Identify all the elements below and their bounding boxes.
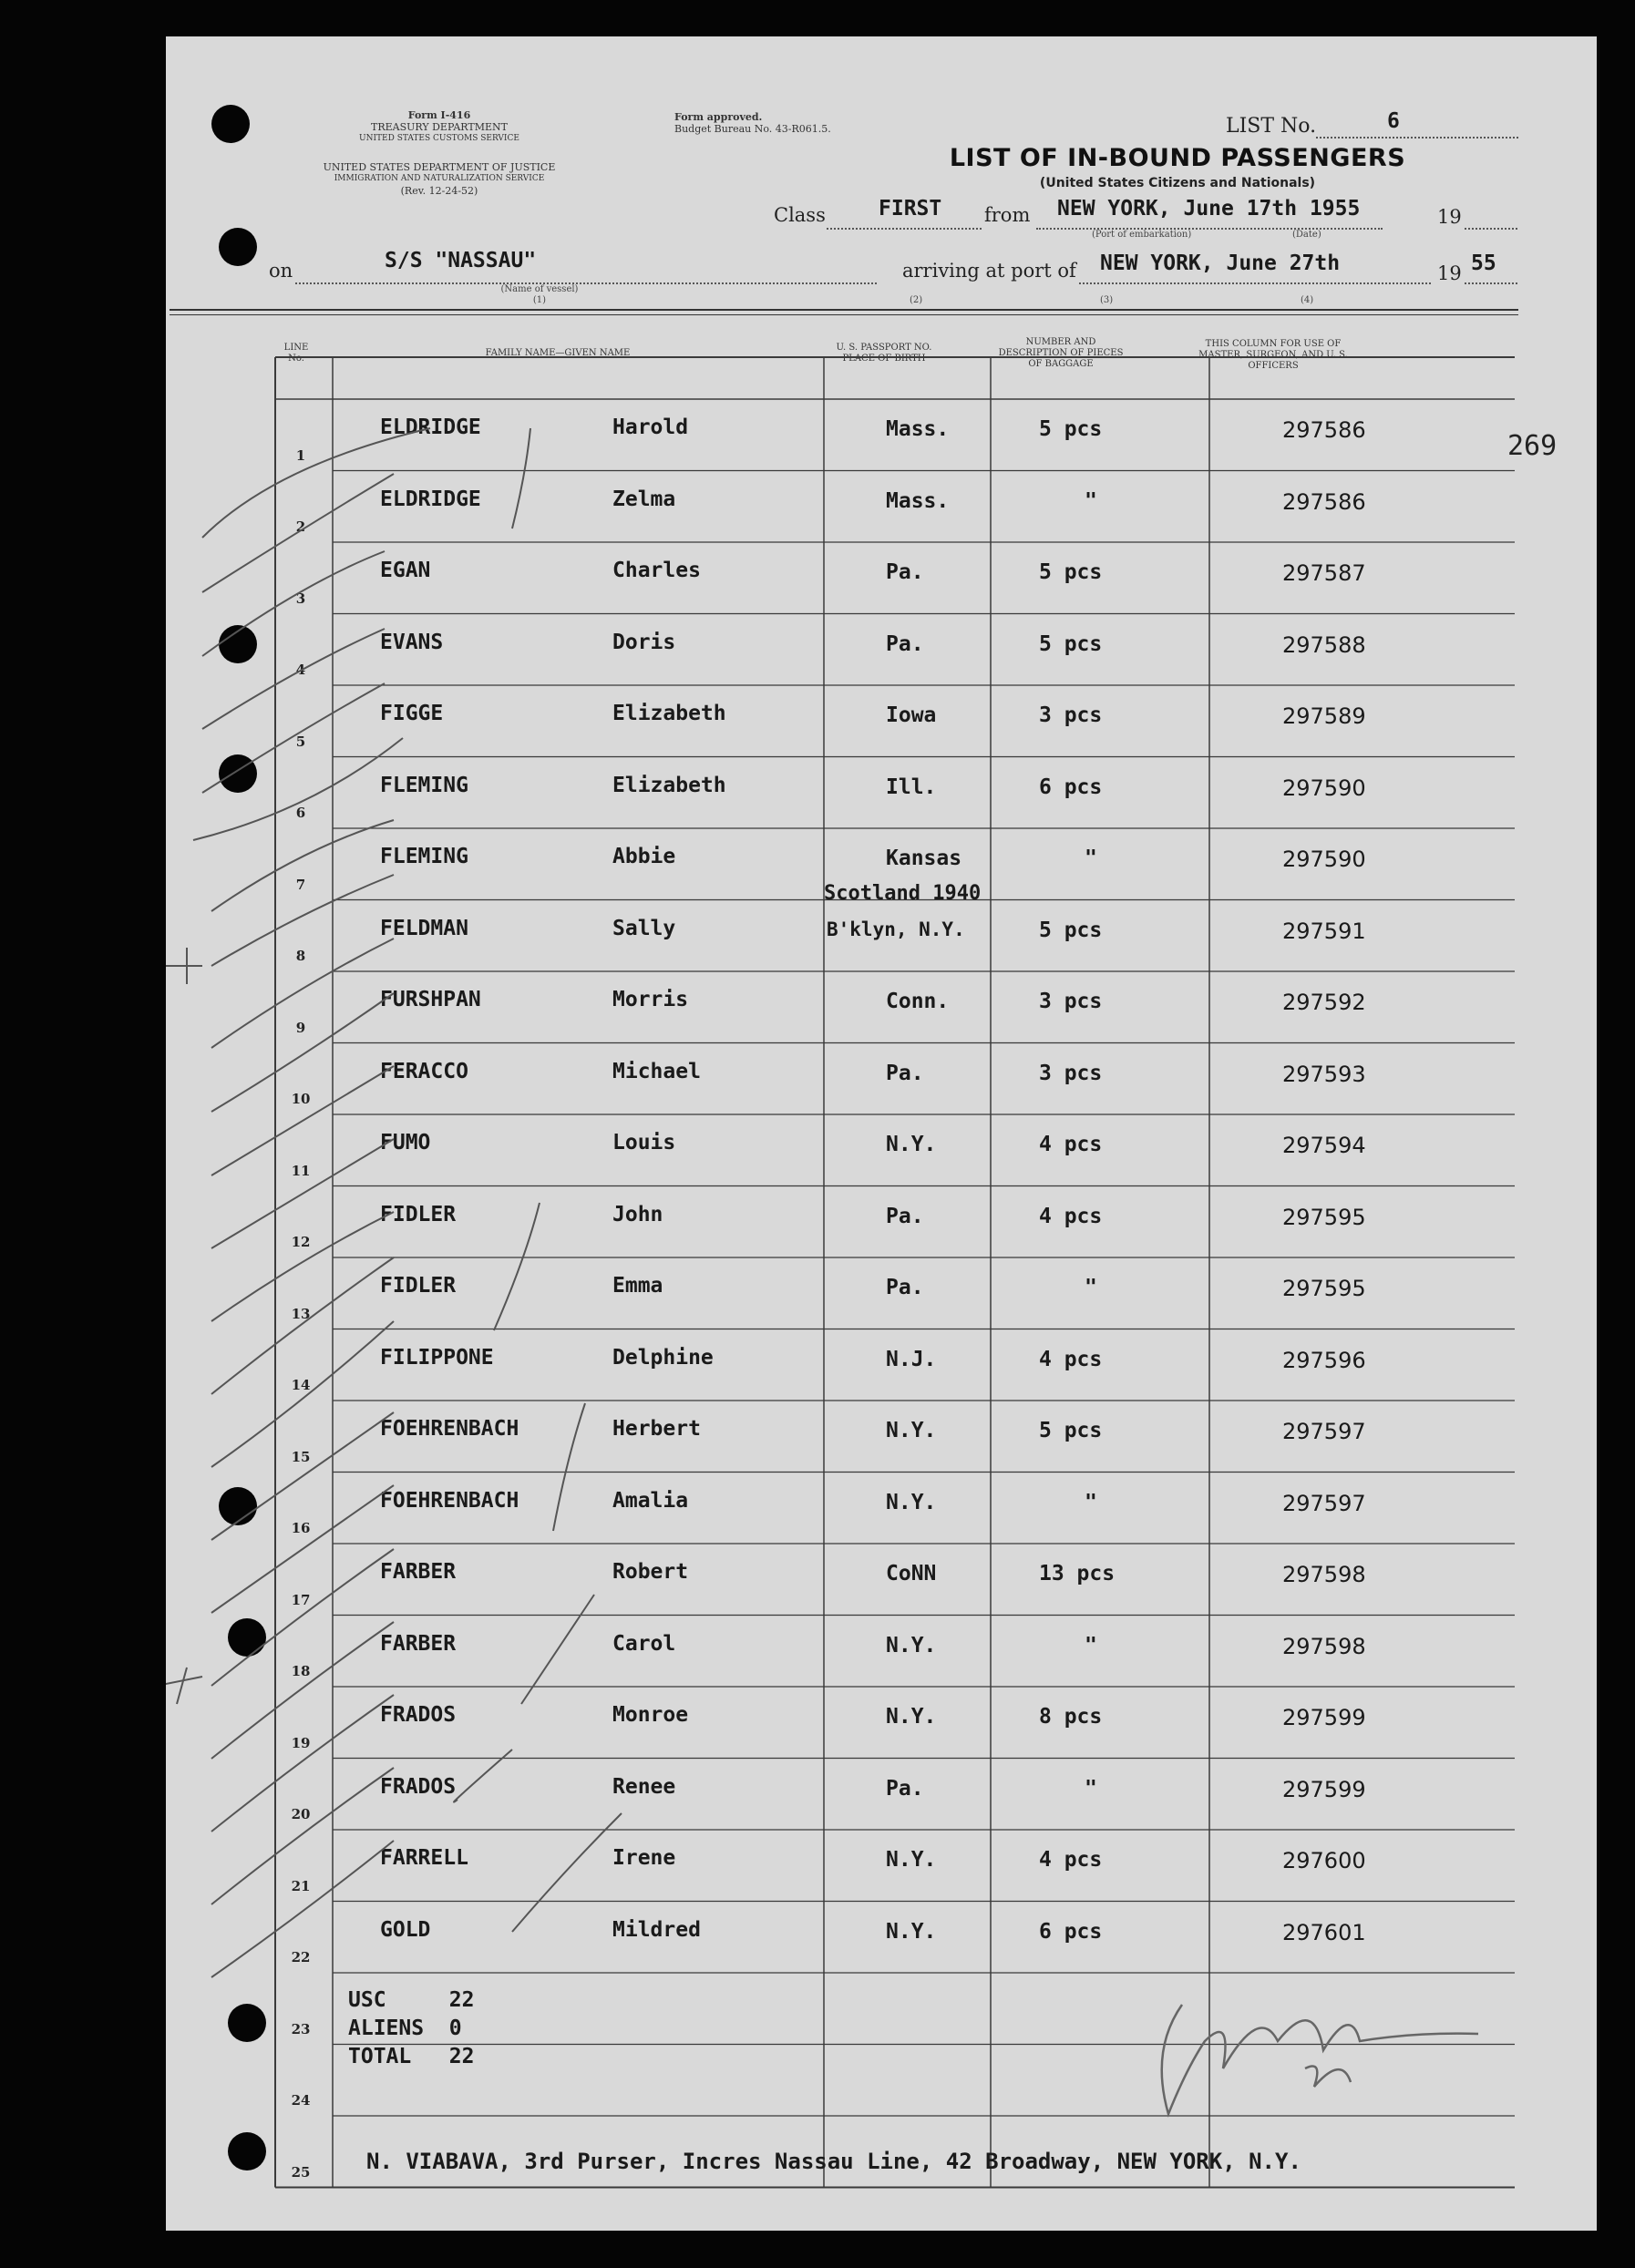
binder-hole — [219, 1487, 257, 1525]
officer-number: 297601 — [1282, 1919, 1366, 1945]
treasury-dept: TREASURY DEPARTMENT — [371, 121, 508, 133]
line-number: 20 — [291, 1806, 311, 1822]
family-name: FOEHRENBACH — [380, 1417, 519, 1441]
baggage-count: " — [1085, 1276, 1097, 1299]
family-name: FRADOS — [380, 1703, 457, 1727]
family-name: FIDLER — [380, 1274, 457, 1298]
officer-number: 297586 — [1282, 417, 1366, 443]
place-of-birth: N.Y. — [886, 1419, 937, 1442]
officer-number: 297588 — [1282, 631, 1366, 658]
given-name: Morris — [612, 988, 689, 1011]
place-of-birth: Pa. — [886, 631, 924, 656]
col-header-line-no: LINE No. — [283, 343, 309, 364]
given-name: Doris — [612, 630, 676, 654]
officer-number: 297596 — [1282, 1347, 1366, 1373]
given-name: Robert — [612, 1560, 689, 1584]
family-name: EVANS — [380, 630, 444, 654]
binder-hole — [228, 2132, 266, 2171]
vessel-caption-num: (1) — [532, 295, 547, 305]
form-header-left — [266, 109, 612, 145]
form-approved-block — [674, 111, 831, 135]
given-name: Michael — [612, 1059, 701, 1083]
given-name: Delphine — [612, 1345, 714, 1370]
given-name: Harold — [612, 416, 689, 439]
baggage-count: 6 pcs — [1039, 1919, 1103, 1944]
family-name: FELDMAN — [380, 916, 468, 940]
binder-hole — [219, 228, 257, 266]
officer-number: 297599 — [1282, 1776, 1366, 1802]
list-no-value: 6 — [1387, 109, 1400, 133]
baggage-count: " — [1085, 1776, 1097, 1801]
baggage-count: 4 pcs — [1039, 1347, 1103, 1371]
budget-bureau: Budget Bureau No. 43-R061.5. — [674, 123, 831, 135]
baggage-count: 5 pcs — [1039, 1419, 1103, 1442]
line-number: 14 — [291, 1377, 311, 1393]
line-number: 13 — [291, 1305, 311, 1322]
baggage-count: 3 pcs — [1039, 703, 1103, 727]
baggage-count: " — [1085, 1633, 1097, 1657]
summary-aliens — [348, 2015, 475, 2043]
family-name: FUMO — [380, 1131, 431, 1155]
line-number: 5 — [295, 733, 306, 750]
family-name: FURSHPAN — [380, 988, 481, 1011]
officer-number: 297594 — [1282, 1133, 1366, 1158]
line-number: 2 — [295, 518, 306, 535]
baggage-count: " — [1085, 847, 1097, 870]
place-of-birth: Pa. — [886, 1061, 924, 1085]
baggage-count: 13 pcs — [1039, 1562, 1116, 1586]
baggage-count: 3 pcs — [1039, 990, 1103, 1013]
officer-number: 297597 — [1282, 1490, 1366, 1516]
place-of-birth: Pa. — [886, 1276, 924, 1299]
table-top-rule — [170, 309, 1518, 311]
officer-number: 297591 — [1282, 918, 1366, 944]
baggage-count: 3 pcs — [1039, 1061, 1103, 1085]
arriving-value: NEW YORK, June 27th — [1100, 251, 1341, 275]
place-of-birth: B'klyn, N.Y. — [827, 918, 965, 940]
given-name: Irene — [612, 1846, 676, 1870]
binder-hole — [211, 105, 250, 143]
date-caption: (Date) — [1292, 230, 1321, 240]
officer-number: 297597 — [1282, 1419, 1366, 1444]
baggage-count: 6 pcs — [1039, 775, 1103, 799]
place-of-birth: Pa. — [886, 1204, 924, 1228]
baggage-count: 5 pcs — [1039, 631, 1103, 656]
form-approved: Form approved. — [674, 111, 763, 123]
given-name: John — [612, 1202, 663, 1226]
family-name: FLEMING — [380, 773, 468, 797]
aliens-value: 0 — [448, 2017, 462, 2040]
total-value: 22 — [448, 2045, 475, 2068]
list-no-line — [1316, 137, 1518, 139]
family-name: FARBER — [380, 1631, 457, 1656]
given-name: Emma — [612, 1274, 663, 1298]
caption-3: (3) — [1100, 295, 1114, 305]
caption-2: (2) — [910, 295, 923, 305]
vessel-caption-text: (Name of vessel) — [500, 284, 579, 294]
family-name: GOLD — [380, 1917, 431, 1942]
form-id: Form I-416 — [407, 109, 471, 121]
line-number: 24 — [291, 2092, 311, 2109]
arriving-line — [1079, 282, 1431, 284]
officer-number: 297595 — [1282, 1204, 1366, 1230]
place-of-birth: Pa. — [886, 1776, 924, 1801]
given-name: Carol — [612, 1631, 676, 1656]
line-number: 18 — [291, 1663, 311, 1679]
officer-number: 297587 — [1282, 560, 1366, 586]
officer-number: 297599 — [1282, 1705, 1366, 1730]
place-of-birth: Kansas — [886, 847, 962, 870]
line-number: 15 — [291, 1448, 311, 1465]
from-label: from — [984, 204, 1031, 226]
class-line — [827, 228, 982, 230]
col-header-passport: U. S. PASSPORT NO. PLACE OF BIRTH — [836, 343, 932, 364]
from-line — [1036, 228, 1383, 230]
officer-number: 297595 — [1282, 1276, 1366, 1301]
baggage-count: 4 pcs — [1039, 1133, 1103, 1156]
binder-hole — [219, 625, 257, 663]
vessel-caption — [467, 284, 612, 306]
baggage-count: 4 pcs — [1039, 1204, 1103, 1228]
given-name: Monroe — [612, 1703, 689, 1727]
aliens-label: ALIENS — [348, 2017, 425, 2040]
line-number: 8 — [295, 948, 306, 964]
officer-number: 297593 — [1282, 1061, 1366, 1087]
on-label: on — [269, 260, 293, 282]
officer-number: 297598 — [1282, 1562, 1366, 1587]
baggage-count: 5 pcs — [1039, 560, 1103, 584]
place-note: Scotland 1940 — [824, 881, 982, 905]
line-number: 11 — [291, 1162, 311, 1179]
family-name: FRADOS — [380, 1774, 457, 1799]
family-name: FIGGE — [380, 702, 444, 725]
usc-label: USC — [348, 1988, 386, 2012]
place-of-birth: CoNN — [886, 1562, 937, 1586]
baggage-count: " — [1085, 488, 1097, 513]
family-name: FOEHRENBACH — [380, 1488, 519, 1513]
vessel-value: S/S "NASSAU" — [385, 249, 537, 272]
family-name: FIDLER — [380, 1202, 457, 1226]
line-number: 4 — [295, 662, 306, 678]
given-name: Amalia — [612, 1488, 689, 1513]
port-embark-caption: (Port of embarkation) — [1092, 230, 1192, 240]
binder-hole — [228, 2004, 266, 2042]
officer-number: 297586 — [1282, 488, 1366, 515]
line-number: 10 — [291, 1091, 311, 1107]
family-name: ELDRIDGE — [380, 416, 481, 439]
summary-usc — [348, 1986, 475, 2015]
place-of-birth: Mass. — [886, 488, 950, 513]
family-name: FLEMING — [380, 845, 468, 868]
place-of-birth: Mass. — [886, 417, 950, 441]
place-of-birth: Pa. — [886, 560, 924, 584]
line-number: 9 — [295, 1019, 306, 1036]
signature-stroke — [1162, 2005, 1478, 2114]
page-subtitle: (United States Citizens and Nationals) — [1039, 176, 1316, 190]
baggage-count: 5 pcs — [1039, 918, 1103, 942]
baggage-count: 4 pcs — [1039, 1848, 1103, 1872]
arriving-label: arriving at port of — [902, 260, 1076, 282]
margin-note: 269 — [1507, 430, 1558, 462]
place-of-birth: Conn. — [886, 990, 950, 1013]
from-value: NEW YORK, June 17th 1955 — [1057, 197, 1361, 221]
family-name: FARRELL — [380, 1846, 468, 1870]
line-number: 22 — [291, 1949, 311, 1965]
given-name: Elizabeth — [612, 773, 726, 797]
table-top-rule-2 — [170, 314, 1518, 315]
arriving-year-line — [1465, 282, 1517, 284]
total-label: TOTAL — [348, 2045, 412, 2068]
col-header-baggage: NUMBER AND DESCRIPTION OF PIECES OF BAGGAGE — [998, 337, 1124, 369]
line-number: 19 — [291, 1734, 311, 1751]
officer-number: 297590 — [1282, 775, 1366, 801]
family-name: ELDRIDGE — [380, 487, 481, 511]
officer-number: 297589 — [1282, 703, 1366, 729]
family-name: FARBER — [380, 1560, 457, 1584]
line-number: 21 — [291, 1877, 311, 1894]
place-of-birth: Iowa — [886, 703, 937, 727]
col-header-officers: THIS COLUMN FOR USE OF MASTER, SURGEON, AND U. S. OFFICERS — [1198, 339, 1348, 371]
family-name: FILIPPONE — [380, 1345, 494, 1370]
line-number: 3 — [295, 590, 306, 607]
manifest-sheet — [166, 36, 1597, 2231]
page-title: LIST OF IN-BOUND PASSENGERS — [949, 144, 1406, 172]
line-number: 17 — [291, 1591, 311, 1608]
officer-number: 297590 — [1282, 847, 1366, 872]
given-name: Mildred — [612, 1917, 701, 1942]
given-name: Sally — [612, 916, 676, 940]
line-number: 12 — [291, 1234, 311, 1250]
year-line — [1465, 228, 1517, 230]
line-number: 16 — [291, 1520, 311, 1536]
line-number: 23 — [291, 2020, 311, 2037]
line-number: 6 — [295, 805, 306, 821]
binder-hole — [219, 754, 257, 793]
given-name: Herbert — [612, 1417, 701, 1441]
arriving-year-value: 55 — [1471, 251, 1496, 275]
usc-value: 22 — [448, 1988, 475, 2012]
place-of-birth: N.J. — [886, 1347, 937, 1371]
summary-total — [348, 2043, 475, 2071]
given-name: Renee — [612, 1774, 676, 1799]
line-number: 1 — [295, 446, 306, 464]
line-number: 25 — [291, 2163, 311, 2181]
place-of-birth: N.Y. — [886, 1490, 937, 1514]
form-header-justice — [266, 161, 612, 197]
officer-number: 297598 — [1282, 1633, 1366, 1659]
justice-dept: UNITED STATES DEPARTMENT OF JUSTICE — [323, 161, 556, 173]
arriving-year-prefix: 19 — [1437, 262, 1462, 284]
place-of-birth: Ill. — [886, 775, 937, 799]
col-header-name: FAMILY NAME—GIVEN NAME — [485, 348, 631, 358]
place-of-birth: N.Y. — [886, 1705, 937, 1729]
family-name: FERACCO — [380, 1059, 468, 1083]
given-name: Zelma — [612, 487, 676, 511]
immigration-service: IMMIGRATION AND NATURALIZATION SERVICE — [334, 174, 545, 183]
year-prefix: 19 — [1437, 206, 1462, 228]
given-name: Elizabeth — [612, 702, 726, 725]
baggage-count: " — [1085, 1490, 1097, 1514]
binder-hole — [228, 1618, 266, 1657]
baggage-count: 8 pcs — [1039, 1705, 1103, 1729]
given-name: Louis — [612, 1131, 676, 1155]
officer-number: 297592 — [1282, 990, 1366, 1015]
summary-block — [348, 1986, 475, 2071]
given-name: Charles — [612, 559, 701, 582]
place-of-birth: N.Y. — [886, 1919, 937, 1944]
class-label: Class — [774, 204, 826, 226]
revision-date: (Rev. 12-24-52) — [400, 185, 478, 197]
baggage-count: 5 pcs — [1039, 417, 1103, 441]
place-of-birth: N.Y. — [886, 1848, 937, 1872]
purser-footer: N. VIABAVA, 3rd Purser, Incres Nassau Line, 42 Broadway, NEW YORK, N.Y. — [366, 2149, 1301, 2174]
family-name: EGAN — [380, 559, 431, 582]
list-no-label: LIST No. — [1226, 115, 1317, 138]
caption-4: (4) — [1301, 295, 1314, 305]
officer-number: 297600 — [1282, 1848, 1366, 1873]
customs-service: UNITED STATES CUSTOMS SERVICE — [359, 134, 519, 143]
place-of-birth: N.Y. — [886, 1633, 937, 1657]
given-name: Abbie — [612, 845, 676, 868]
class-value: FIRST — [879, 197, 942, 221]
place-of-birth: N.Y. — [886, 1133, 937, 1156]
line-number: 7 — [295, 876, 306, 893]
